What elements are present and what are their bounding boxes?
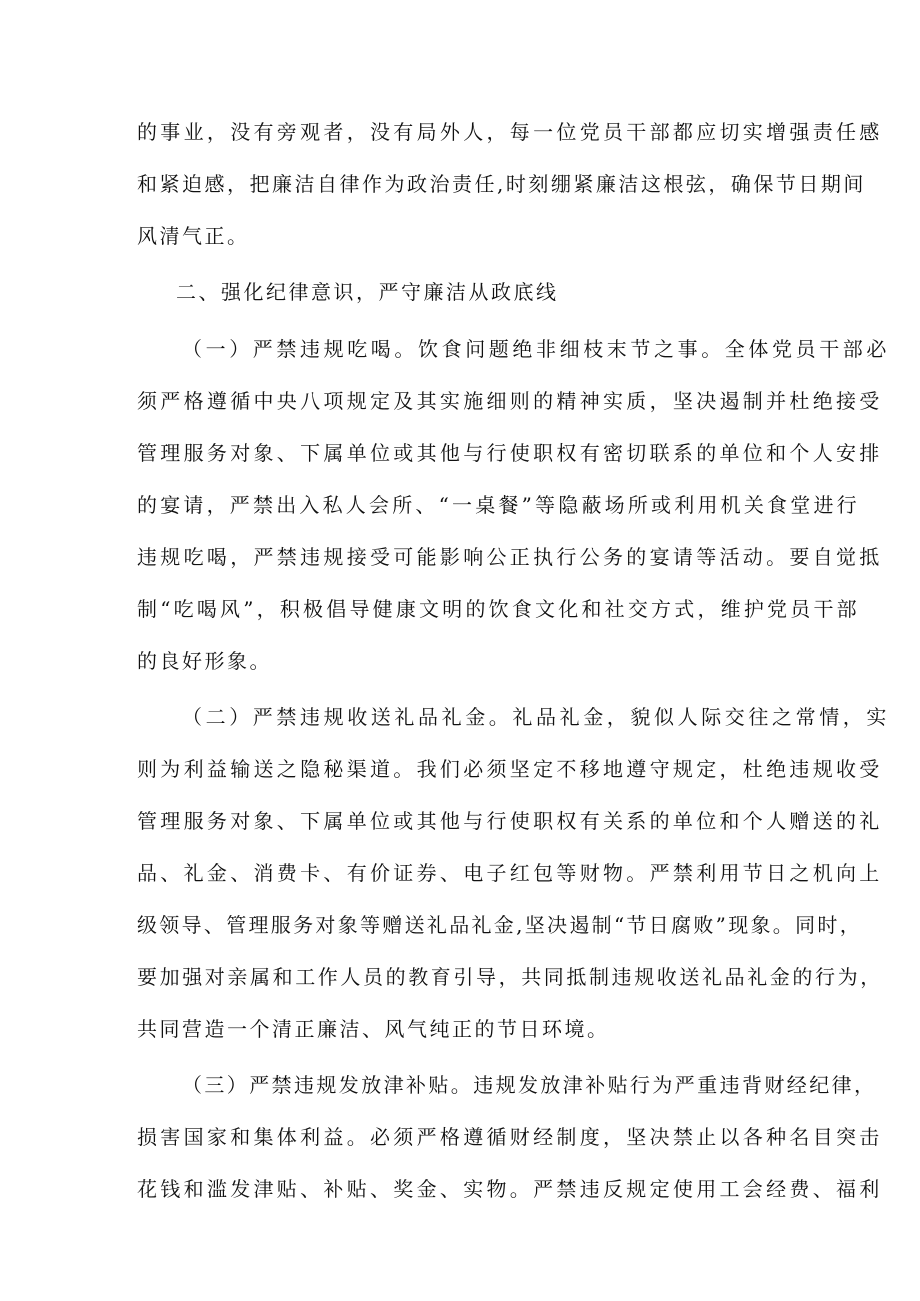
paragraph-line: 共同营造一个清正廉洁、风气纯正的节日环境。: [137, 1017, 610, 1041]
paragraph-line: 品、礼金、消费卡、有价证券、电子红包等财物。严禁利用节日之机向上: [137, 861, 883, 885]
paragraph-line: 则为利益输送之隐秘渠道。我们必须坚定不移地遵守规定，杜绝违规收受: [137, 757, 883, 781]
paragraph-line: 违规吃喝，严禁违规接受可能影响公正执行公务的宴请等活动。要自觉抵: [137, 545, 883, 569]
paragraph-line: 须严格遵循中央八项规定及其实施细则的精神实质，坚决遏制并杜绝接受: [137, 389, 883, 413]
paragraph-line: 级领导、管理服务对象等赠送礼品礼金,坚决遏制“节日腐败”现象。同时，: [137, 913, 863, 937]
paragraph-line: （三）严禁违规发放津补贴。违规发放津补贴行为严重违背财经纪律，: [182, 1073, 877, 1097]
paragraph-line: 风清气正。: [137, 224, 250, 248]
paragraph-line: 损害国家和集体利益。必须严格遵循财经制度，坚决禁止以各种名目突击: [137, 1125, 883, 1149]
paragraph-line: 管理服务对象、下属单位或其他与行使职权有关系的单位和个人赠送的礼: [137, 809, 883, 833]
paragraph-line: 的良好形象。: [137, 649, 272, 673]
paragraph-line: 的事业，没有旁观者，没有局外人，每一位党员干部都应切实增强责任感: [137, 120, 883, 144]
section-heading: 二、强化纪律意识，严守廉洁从政底线: [176, 280, 559, 304]
paragraph-line: 制“吃喝风”，积极倡导健康文明的饮食文化和社交方式，维护党员干部: [137, 597, 860, 621]
paragraph-line: 花钱和滥发津贴、补贴、奖金、实物。严禁违反规定使用工会经费、福利: [137, 1177, 883, 1201]
paragraph-line: 管理服务对象、下属单位或其他与行使职权有密切联系的单位和个人安排: [137, 441, 883, 465]
paragraph-line: 的宴请，严禁出入私人会所、“一桌餐”等隐蔽场所或利用机关食堂进行: [137, 493, 860, 517]
paragraph-line: （二）严禁违规收送礼品礼金。礼品礼金，貌似人际交往之常情，实: [182, 705, 890, 729]
paragraph-line: （一）严禁违规吃喝。饮食问题绝非细枝末节之事。全体党员干部必: [182, 337, 890, 361]
paragraph-line: 要加强对亲属和工作人员的教育引导，共同抵制违规收送礼品礼金的行为，: [137, 965, 883, 989]
paragraph-line: 和紧迫感，把廉洁自律作为政治责任,时刻绷紧廉洁这根弦，确保节日期间: [137, 172, 866, 196]
